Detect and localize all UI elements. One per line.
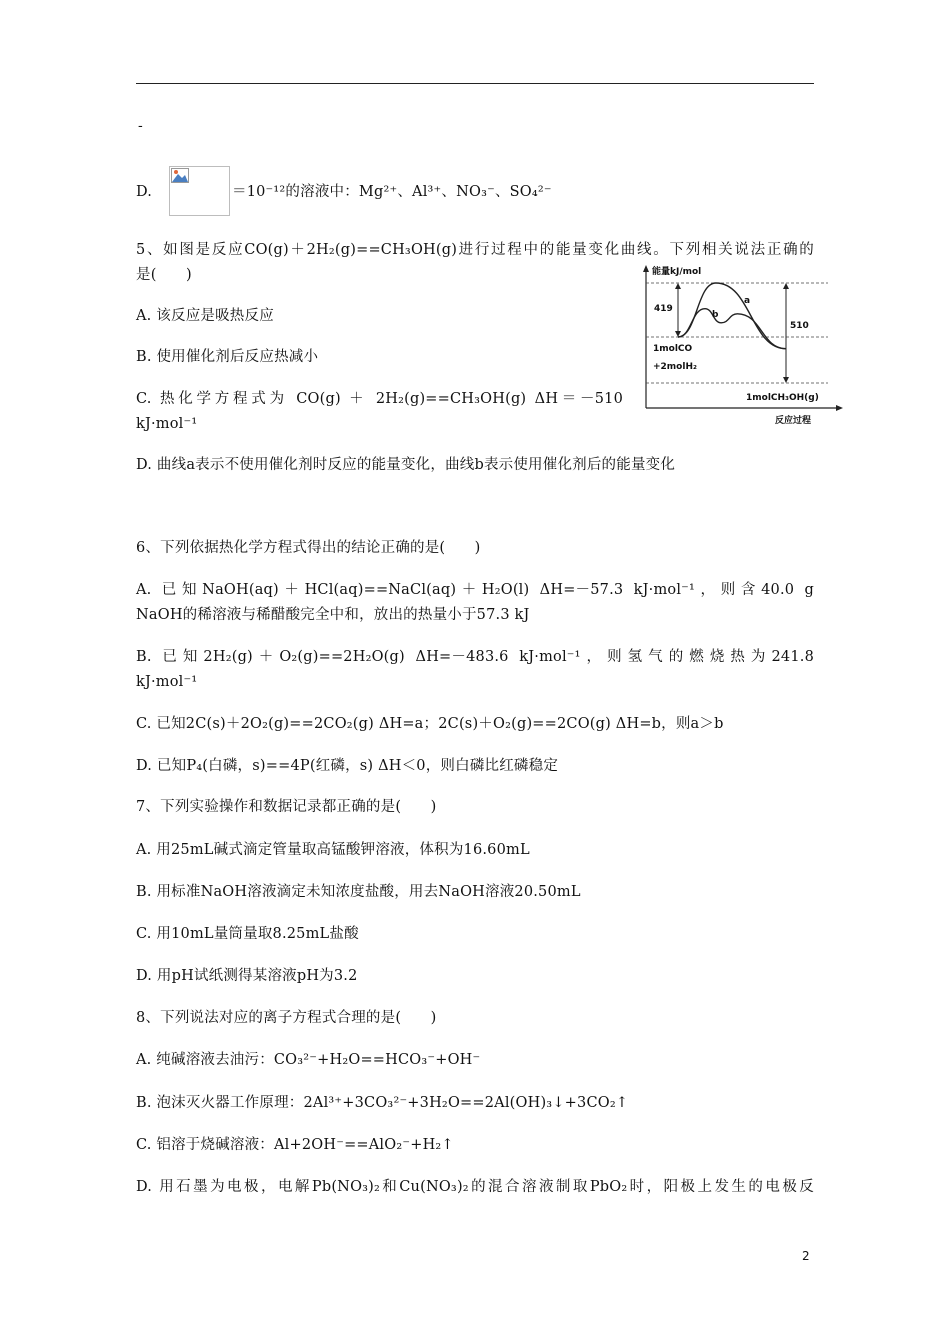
broken-image-placeholder [169,166,230,216]
q5-stem-line1: 5、如图是反应CO(g)＋2H₂(g)==CH₃OH(g)进行过程中的能量变化曲线。下列相关说法正确的 [136,242,814,258]
q5-option-c-line1: C. 热化学方程式为 CO(g) ＋ 2H₂(g)==CH₃OH(g) ΔH＝－510 [136,391,623,407]
label-510: 510 [790,321,809,331]
arrow-510-head-bottom [783,377,789,383]
curve-a-label: a [744,296,751,306]
arrow-419-head-top [675,283,681,289]
q6-option-b-line1: B. 已知2H₂(g)＋O₂(g)==2H₂O(g) ΔH=－483.6 kJ·mol⁻¹，则氢气的燃烧热为241.8 [136,649,814,665]
q5-option-c-line2: kJ·mol⁻¹ [136,416,198,432]
q6-option-c: C. 已知2C(s)＋2O₂(g)==2CO₂(g) ΔH=a；2C(s)＋O₂(g)==2CO(g) ΔH=b，则a＞b [136,716,724,732]
q8-option-d: D. 用石墨为电极，电解Pb(NO₃)₂和Cu(NO₃)₂的混合溶液制取PbO₂时，阳极上发生的电极反 [136,1179,814,1195]
curve-b-label: b [712,310,719,320]
product-label: 1molCH₃OH(g) [746,393,819,403]
q5-option-a: A. 该反应是吸热反应 [136,308,274,324]
reactant-label: 1molCO [653,344,693,354]
arrow-510-head-top [783,283,789,289]
y-axis-label: 能量kJ/mol [652,267,702,277]
energy-diagram [638,263,848,433]
header-rule [136,83,814,84]
q7-option-c: C. 用10mL量筒量取8.25mL盐酸 [136,926,359,942]
q4-option-d-text: ＝10⁻¹²的溶液中：Mg²⁺、Al³⁺、NO₃⁻、SO₄²⁻ [232,184,552,200]
q8-option-a: A. 纯碱溶液去油污：CO₃²⁻+H₂O==HCO₃⁻+OH⁻ [136,1052,481,1068]
page-number: 2 [802,1249,810,1263]
y-axis-arrow [643,265,649,272]
q5-stem-line2: 是( ) [136,267,192,283]
q5-option-d: D. 曲线a表示不使用催化剂时反应的能量变化，曲线b表示使用催化剂后的能量变化 [136,457,676,473]
q8-stem: 8、下列说法对应的离子方程式合理的是( ) [136,1010,437,1026]
q4-option-d-label: D. [136,184,153,200]
q5-option-b: B. 使用催化剂后反应热减小 [136,349,319,365]
q7-option-b: B. 用标准NaOH溶液滴定未知浓度盐酸，用去NaOH溶液20.50mL [136,884,581,900]
q6-option-b-line2: kJ·mol⁻¹ [136,674,198,690]
q8-option-c: C. 铝溶于烧碱溶液：Al+2OH⁻==AlO₂⁻+H₂↑ [136,1137,454,1153]
x-axis-label: 反应过程 [775,416,812,426]
q6-option-d: D. 已知P₄(白磷，s)==4P(红磷，s) ΔH＜0，则白磷比红磷稳定 [136,758,559,774]
x-axis-arrow [836,405,843,411]
q6-option-a-line2: NaOH的稀溶液与稀醋酸完全中和，放出的热量小于57.3 kJ [136,607,530,623]
q7-option-d: D. 用pH试纸测得某溶液pH为3.2 [136,968,358,984]
q8-option-b: B. 泡沫灭火器工作原理：2Al³⁺+3CO₃²⁻+3H₂O==2Al(OH)₃↓+3CO₂↑ [136,1095,629,1111]
q7-stem: 7、下列实验操作和数据记录都正确的是( ) [136,799,437,815]
q6-stem: 6、下列依据热化学方程式得出的结论正确的是( ) [136,540,481,556]
reactant-label-2: +2molH₂ [653,362,697,372]
q6-option-a-line1: A. 已知NaOH(aq)＋HCl(aq)==NaCl(aq)＋H₂O(l) ΔH=－57.3 kJ·mol⁻¹，则含40.0 g [136,582,814,598]
broken-image-icon [171,168,189,183]
q7-option-a: A. 用25mL碱式滴定管量取高锰酸钾溶液，体积为16.60mL [136,842,530,858]
label-419: 419 [654,304,673,314]
stray-dash: - [138,118,143,134]
